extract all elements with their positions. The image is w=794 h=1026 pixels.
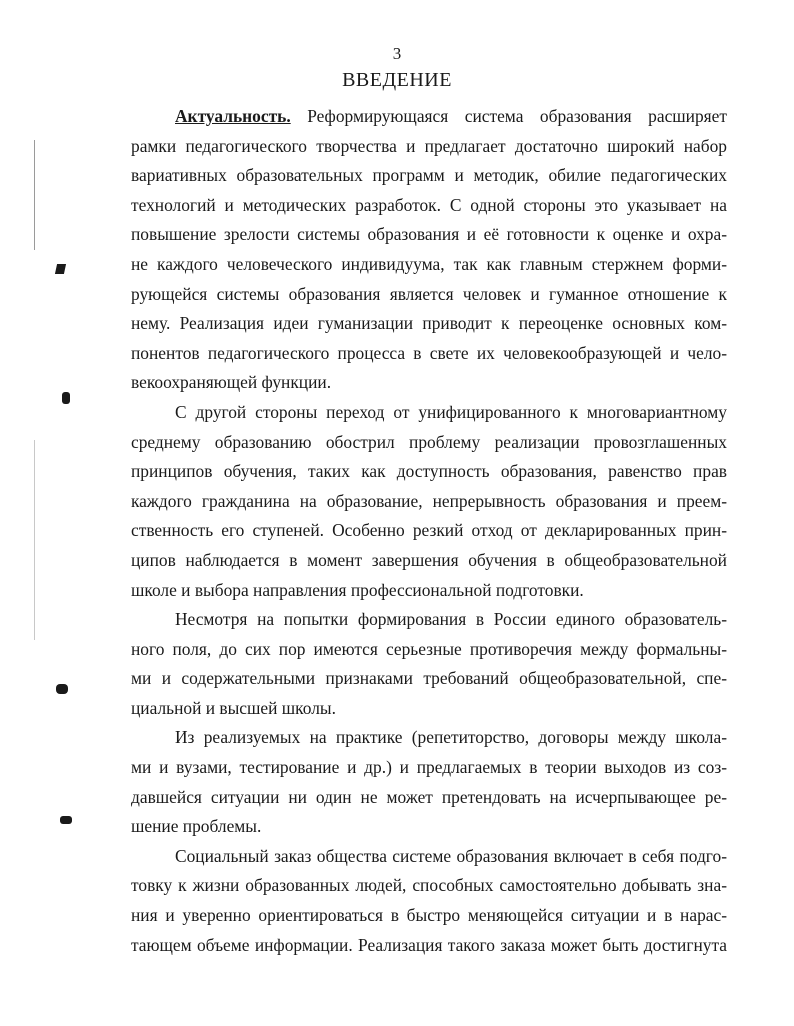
- text-line: ния и уверенно ориентироваться в быстро меняющейся ситуации и в нарас-: [131, 905, 727, 926]
- text-line: школе и выбора направления профессиональной подготовки.: [131, 579, 584, 600]
- text-line: Актуальность. Реформирующаяся система образования расширяет: [175, 106, 727, 126]
- paragraph-contradictions: [131, 605, 727, 723]
- text-line: ми и содержательными признаками требований общеобразовательной, спе-: [131, 668, 727, 689]
- text-line: рамки педагогического творчества и предлагает достаточно широкий набор: [131, 135, 727, 156]
- text-line: тающем объеме информации. Реализация такого заказа может быть достигнута: [131, 934, 727, 955]
- text-line: циальной и высшей школы.: [131, 697, 336, 718]
- scan-mark: [62, 392, 70, 404]
- paragraph-social-order: [131, 842, 727, 960]
- text-line: векоохраняющей функции.: [131, 372, 332, 393]
- page-number: 3: [392, 44, 402, 63]
- text-line: Несмотря на попытки формирования в России единого образователь-: [175, 609, 727, 630]
- text-line: понентов педагогического процесса в свете их человекообразующей и чело-: [131, 342, 727, 363]
- scan-edge-line: [34, 140, 35, 250]
- text-line: принципов обучения, таких как доступность образования, равенство прав: [131, 461, 727, 482]
- text-line: Из реализуемых на практике (репетиторство, договоры между школа-: [175, 727, 727, 748]
- document-body: [131, 102, 727, 960]
- text-line: ного поля, до сих пор имеются серьезные противоречия между формальны-: [131, 638, 727, 659]
- lead-term: Актуальность.: [175, 106, 291, 126]
- paragraph-relevance: [131, 102, 727, 398]
- text-line: нему. Реализация идеи гуманизации приводит к переоценке основных ком-: [131, 313, 727, 334]
- text-line: каждого гражданина на образование, непрерывность образования и преем-: [131, 490, 727, 511]
- text-line: шение проблемы.: [131, 816, 262, 837]
- text-line: ственность его ступеней. Особенно резкий отход от декларированных прин-: [131, 520, 727, 541]
- text-line: повышение зрелости системы образования и её готовности к оценке и охра-: [131, 224, 727, 245]
- page-title: ВВЕДЕНИЕ: [342, 69, 452, 91]
- paragraph-solutions: [131, 723, 727, 841]
- scan-mark: [56, 684, 68, 694]
- text-line: С другой стороны переход от унифицированного к многовариантному: [175, 401, 727, 422]
- text-line: вариативных образовательных программ и методик, обилие педагогических: [131, 165, 727, 186]
- text-line: технологий и методических разработок. С одной стороны это указывает на: [131, 194, 727, 215]
- scan-mark: [60, 816, 72, 824]
- scan-edge-line: [34, 440, 35, 640]
- paragraph-transition: [131, 398, 727, 605]
- text-line: рующейся системы образования является человек и гуманное отношение к: [131, 283, 727, 304]
- text-line: Социальный заказ общества системе образования включает в себя подго-: [175, 845, 727, 866]
- text-line: ципов наблюдается в момент завершения обучения в общеобразовательной: [131, 549, 727, 570]
- text-line: среднему образованию обострил проблему реализации провозглашенных: [131, 431, 727, 452]
- text-line: давшейся ситуации ни один не может претендовать на исчерпывающее ре-: [131, 786, 727, 807]
- scan-mark: [55, 264, 66, 274]
- text-line: товку к жизни образованных людей, способных самостоятельно добывать зна-: [131, 875, 727, 896]
- text-line: не каждого человеческого индивидуума, так как главным стержнем форми-: [131, 253, 727, 274]
- text-line: ми и вузами, тестирование и др.) и предлагаемых в теории выходов из соз-: [131, 757, 727, 778]
